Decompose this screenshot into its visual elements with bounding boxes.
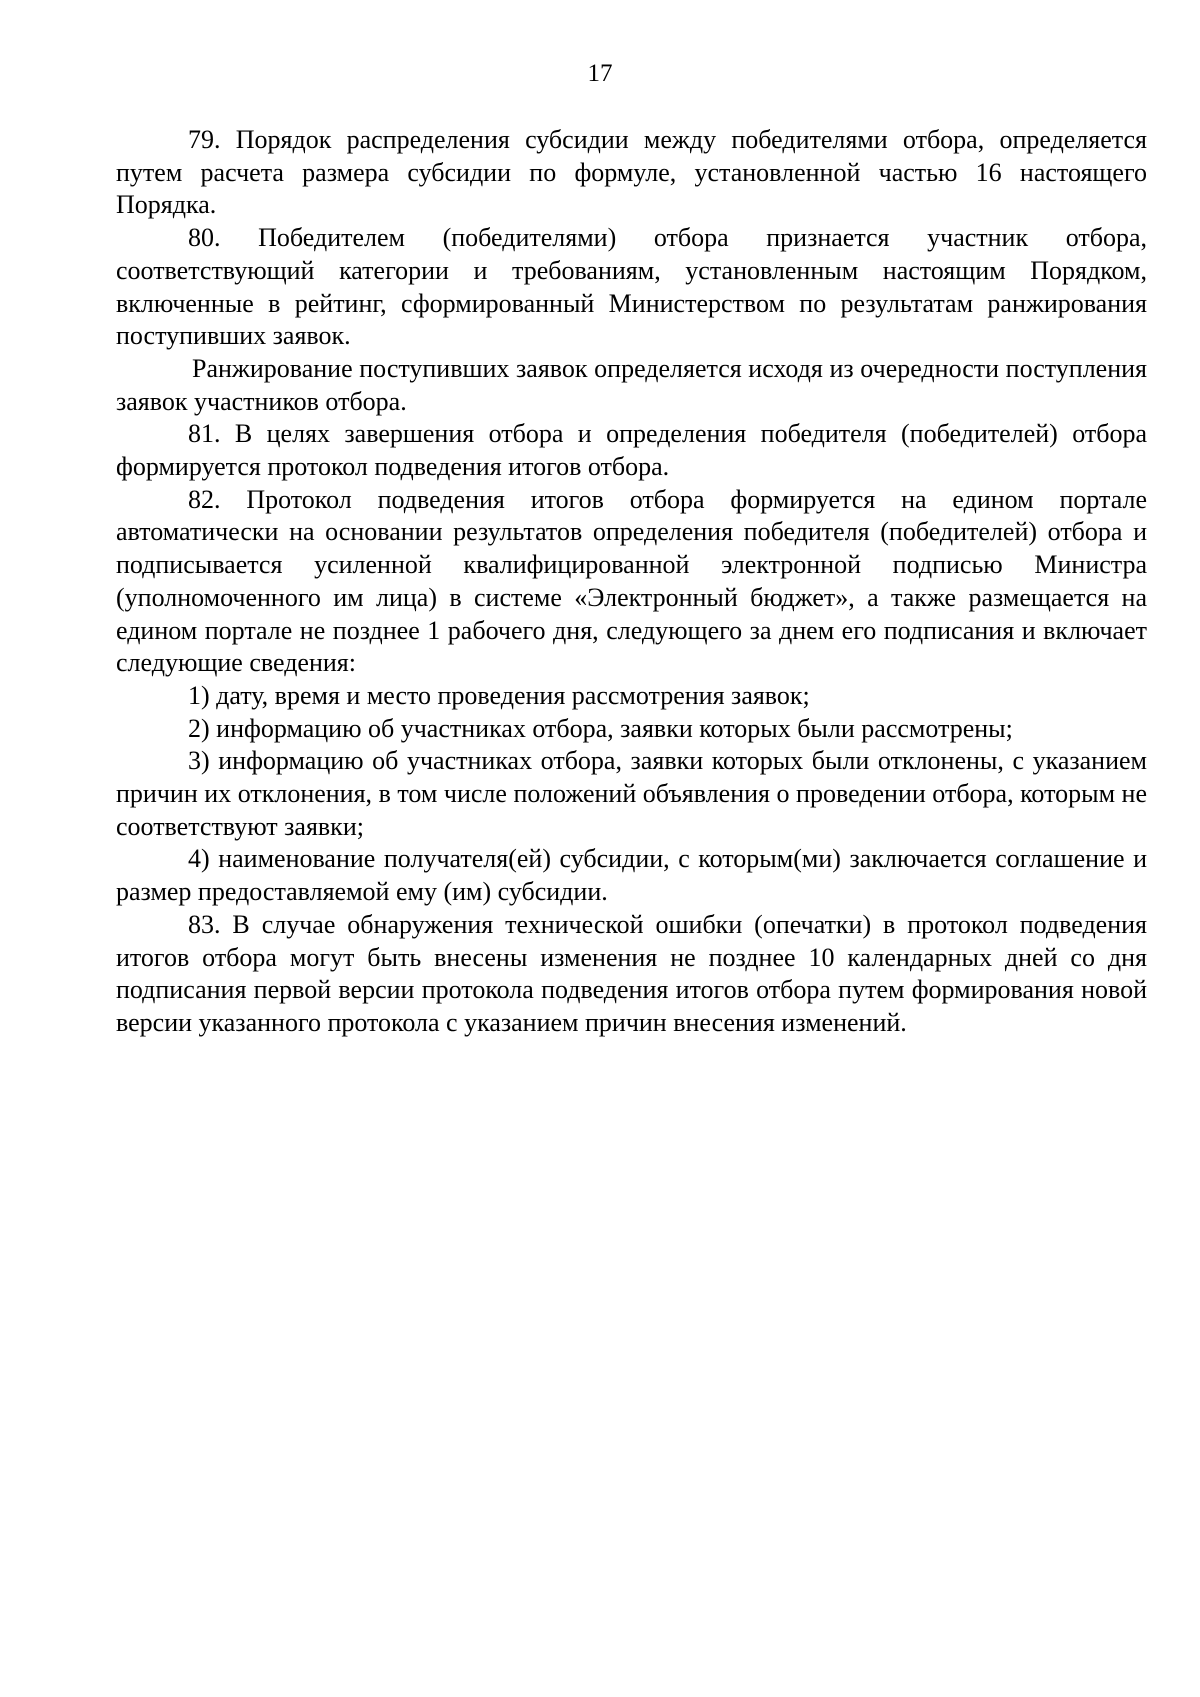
list-item-1: 1) дату, время и место проведения рассмотрения заявок;	[188, 680, 810, 710]
paragraph-80: 80. Победителем (победителями) отбора признается участник отбора, соответствующий категории и требованиям, установленным настоящим Порядком, включенные в рейтинг, сформированный Министерством по результатам ранжирования поступивших заявок.	[116, 223, 1147, 351]
paragraph-82: 82. Протокол подведения итогов отбора формируется на едином портале автоматически на основании результатов определения победителя (победителей) отбора и подписывается усиленной квалифицированной электронной подписью Министра (уполномоченного им лица) в системе «Электронный бюджет», а также размещается на едином портале не позднее 1 рабочего дня, следующего за днем его подписания и включает следующие сведения:	[116, 484, 1147, 678]
list-item-4: 4) наименование получателя(ей) субсидии, с которым(ми) заключается соглашение и размер предоставляемой ему (им) субсидии.	[116, 844, 1147, 907]
document-body	[116, 124, 1147, 1040]
paragraph-79: 79. Порядок распределения субсидии между победителями отбора, определяется путем расчета размера субсидии по формуле, установленной частью 16 настоящего Порядка.	[116, 125, 1147, 220]
list-item-3: 3) информацию об участниках отбора, заявки которых были отклонены, с указанием причин их отклонения, в том числе положений объявления о проведении отбора, которым не соответствуют заявки;	[116, 746, 1147, 841]
page-number: 17	[587, 60, 613, 87]
paragraph-83: 83. В случае обнаружения технической ошибки (опечатки) в протокол подведения итогов отбора могут быть внесены изменения не позднее 10 календарных дней со дня подписания первой версии протокола подведения итогов отбора путем формирования новой версии указанного протокола с указанием причин внесения изменений.	[116, 909, 1147, 1037]
paragraph-80-ranking: Ранжирование поступивших заявок определяется исходя из очередности поступления заявок участников отбора.	[116, 353, 1147, 416]
list-item-2: 2) информацию об участниках отбора, заявки которых были рассмотрены;	[188, 713, 1013, 743]
paragraph-81: 81. В целях завершения отбора и определения победителя (победителей) отбора формируется протокол подведения итогов отбора.	[116, 419, 1147, 482]
